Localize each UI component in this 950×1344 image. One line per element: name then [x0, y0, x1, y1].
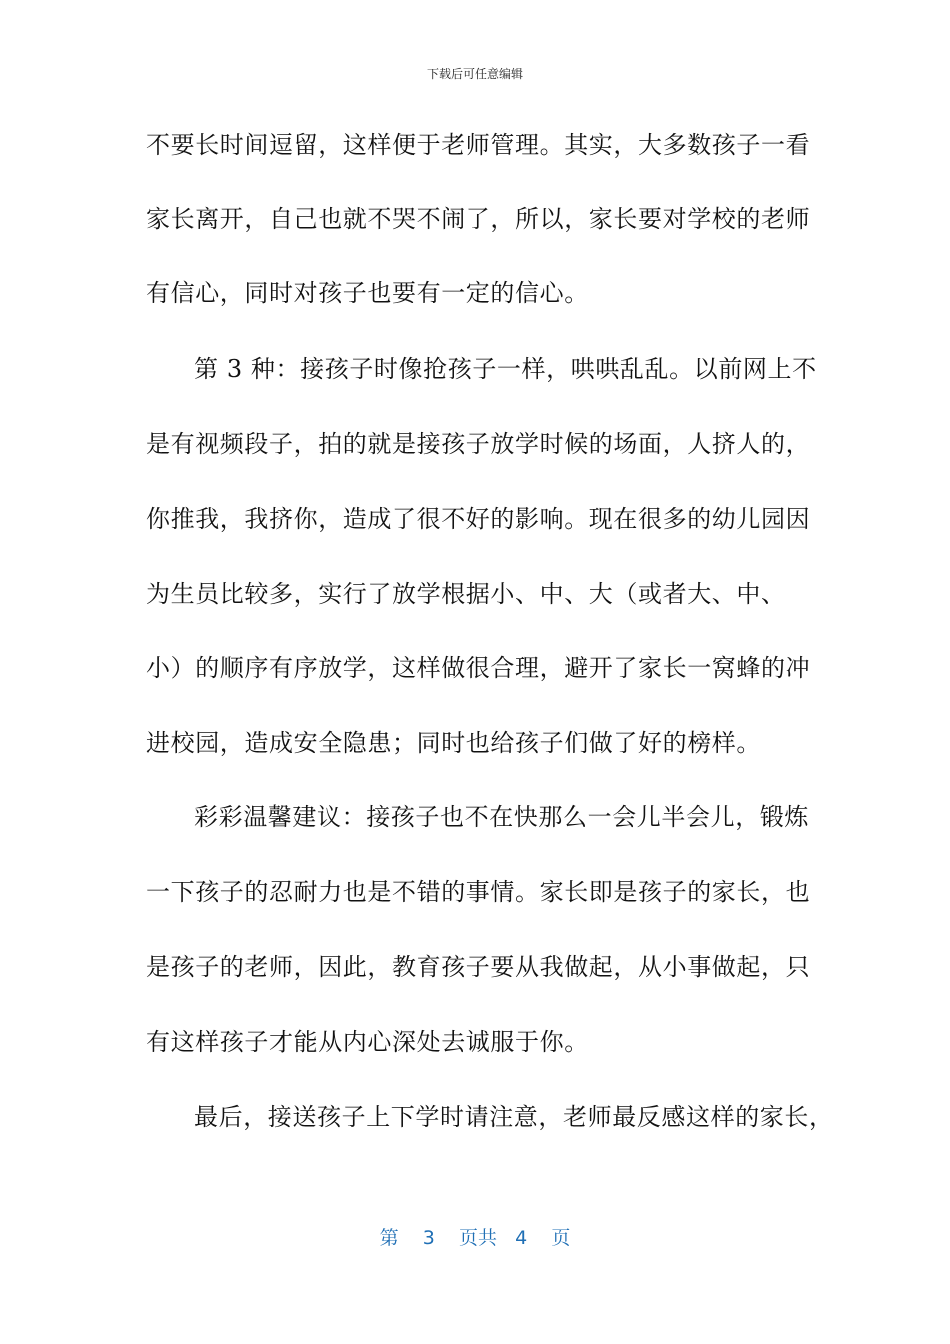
body-line: 为生员比较多，实行了放学根据小、中、大（或者大、中、: [146, 580, 786, 608]
footer-suffix: 页: [551, 1227, 571, 1249]
body-line: 进校园，造成安全隐患；同时也给孩子们做了好的榜样。: [146, 729, 761, 757]
body-line: 不要长时间逗留，这样便于老师管理。其实，大多数孩子一看: [146, 131, 811, 159]
footer-middle: 页共: [459, 1227, 498, 1249]
footer-prefix: 第: [379, 1227, 399, 1249]
body-line: 一下孩子的忍耐力也是不错的事情。家长即是孩子的家长，也: [146, 878, 811, 906]
total-pages-number: 4: [515, 1227, 528, 1249]
page-header: 下载后可任意编辑: [426, 67, 523, 81]
page-footer: [0, 1226, 950, 1250]
body-line: 第 3 种：接孩子时像抢孩子一样，哄哄乱乱。以前网上不: [194, 355, 817, 383]
body-line: 彩彩温馨建议：接孩子也不在快那么一会儿半会儿，锻炼: [194, 803, 809, 831]
current-page-number: 3: [422, 1227, 435, 1249]
body-line: 最后，接送孩子上下学时请注意，老师最反感这样的家长，: [194, 1103, 834, 1131]
body-line: 有信心，同时对孩子也要有一定的信心。: [146, 279, 589, 307]
body-line: 是孩子的老师，因此，教育孩子要从我做起，从小事做起，只: [146, 953, 811, 981]
body-line: 小）的顺序有序放学，这样做很合理，避开了家长一窝蜂的冲: [146, 654, 811, 682]
body-line: 家长离开，自己也就不哭不闹了，所以，家长要对学校的老师: [146, 205, 811, 233]
body-line: 有这样孩子才能从内心深处去诚服于你。: [146, 1028, 589, 1056]
body-line: 是有视频段子，拍的就是接孩子放学时候的场面，人挤人的，: [146, 430, 811, 458]
body-line: 你推我，我挤你，造成了很不好的影响。现在很多的幼儿园因: [146, 505, 811, 533]
